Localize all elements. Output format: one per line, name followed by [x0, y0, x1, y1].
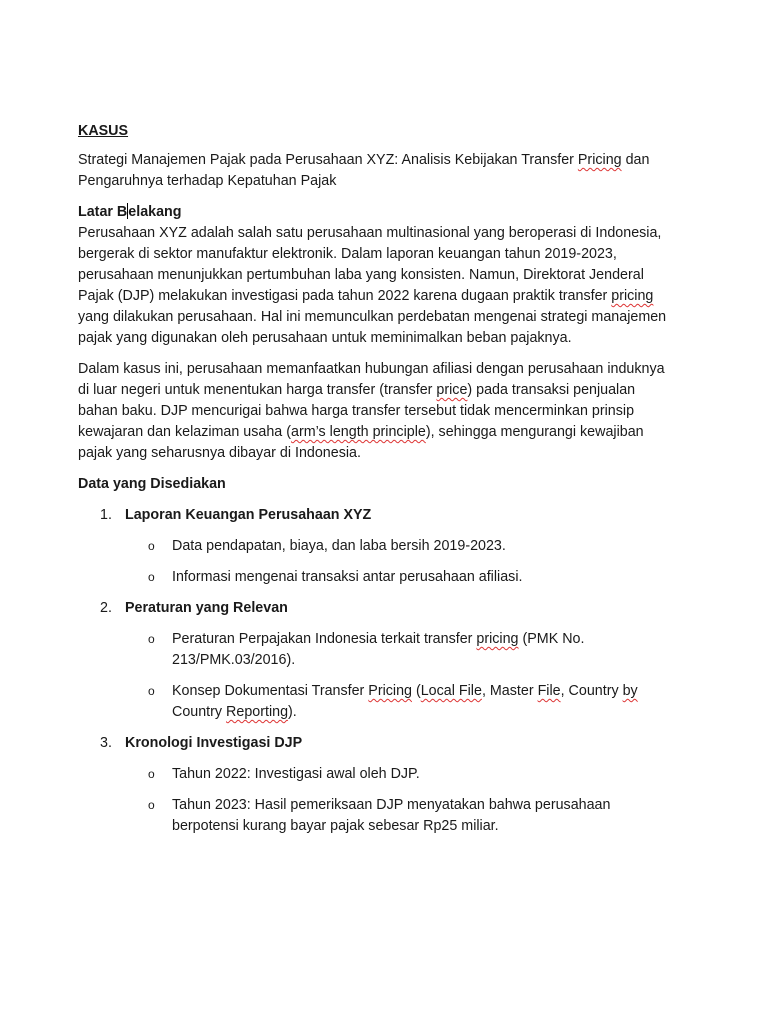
sub-list-item: [78, 536, 678, 557]
sub-item-text: Informasi mengenai transaksi antar perusahaan afiliasi.: [172, 569, 523, 585]
sub-item-text: Tahun 2022: Investigasi awal oleh DJP.: [172, 766, 420, 782]
sub-list-item: [78, 567, 678, 588]
section-title-text: elakang: [128, 204, 182, 220]
list-number: 3.: [100, 735, 112, 751]
spellcheck-word: by: [622, 683, 638, 699]
paragraph-background-2: [78, 359, 678, 464]
sub-list-item: [78, 764, 678, 785]
paragraph-text: ) pada transaksi penjualan bahan baku. DJP mencurigai bahwa harga transfer tersebut tidak mencerminkan prinsip kewajaran dan kelaziman usaha (: [78, 382, 636, 440]
sub-item-text-part: (PMK No. 213/PMK.03/2016).: [172, 631, 585, 668]
sub-item-text: Data pendapatan, biaya, dan laba bersih 2019-2023.: [172, 538, 506, 554]
document-title: [78, 150, 678, 192]
spellcheck-word: Reporting: [226, 704, 289, 720]
bullet-icon: o: [148, 539, 155, 553]
case-heading: KASUS: [78, 123, 129, 139]
list-item-2: [78, 598, 678, 619]
list-number: 1.: [100, 507, 112, 523]
sub-item-text-part: , Country: [560, 683, 623, 699]
sub-list-item: [78, 629, 678, 671]
bullet-icon: o: [148, 684, 155, 698]
title-text: Strategi Manajemen Pajak pada Perusahaan XYZ: Analisis Kebijakan Transfer: [78, 152, 578, 168]
sub-item-text: [172, 683, 638, 720]
sub-item-text-part: (: [412, 683, 421, 699]
list-number: 2.: [100, 600, 112, 616]
list-item-1: [78, 505, 678, 526]
sub-item-text-part: Peraturan Perpajakan Indonesia terkait transfer: [172, 631, 477, 647]
list-item-label: Peraturan yang Relevan: [125, 600, 288, 616]
spellcheck-word: pricing: [611, 288, 654, 304]
spellcheck-word: Pricing: [577, 152, 622, 168]
paragraph-text: Dalam kasus ini, perusahaan memanfaatkan hubungan afiliasi dengan perusahaan induknya di luar negeri untuk menentukan harga transfer (transfer: [78, 361, 665, 398]
spellcheck-word: File: [537, 683, 561, 699]
list-item-3: [78, 733, 678, 754]
bullet-icon: o: [148, 570, 155, 584]
sub-list-item: [78, 795, 678, 837]
spellcheck-word: arm’s length principle: [291, 424, 426, 440]
spellcheck-word: pricing: [476, 631, 519, 647]
sub-item-text-part: Konsep Dokumentasi Transfer: [172, 683, 369, 699]
paragraph-text: ), sehingga mengurangi kewajiban pajak yang seharusnya dibayar di Indonesia.: [78, 424, 644, 461]
paragraph-background-1: [78, 223, 678, 349]
section-title-text: Latar B: [78, 204, 128, 220]
paragraph-text: Perusahaan XYZ adalah salah satu perusahaan multinasional yang beroperasi di Indonesia, bergerak di sektor manufaktur elektronik. Dalam laporan keuangan tahun 2019-2023, perusahaan menunjukkan pertumbuhan laba yang konsisten. Namun, Direktorat Jenderal Pajak (DJP) melakukan investigasi pada tahun 2022 karena dugaan praktik transfer: [78, 225, 662, 304]
title-text: Pengaruhnya terhadap Kepatuhan Pajak: [78, 173, 337, 189]
spellcheck-word: price: [436, 382, 468, 398]
sub-item-text: Tahun 2023: Hasil pemeriksaan DJP menyatakan bahwa perusahaan berpotensi kurang bayar pajak sebesar Rp25 miliar.: [172, 797, 611, 834]
paragraph-text: yang dilakukan perusahaan. Hal ini memunculkan perdebatan mengenai strategi manajemen pajak yang digunakan oleh perusahaan untuk meminimalkan beban pajaknya.: [78, 309, 667, 346]
list-item-label: Laporan Keuangan Perusahaan XYZ: [125, 507, 372, 523]
sub-item-text: [172, 631, 584, 668]
sub-item-text-part: Country: [172, 704, 227, 720]
sub-item-text-part: , Master: [481, 683, 538, 699]
section-title-data: Data yang Disediakan: [78, 476, 226, 492]
sub-list-item: [78, 681, 678, 723]
bullet-icon: o: [148, 767, 155, 781]
section-title-latar-belakang: [78, 202, 678, 223]
sub-item-text-part: ).: [288, 704, 297, 720]
document-page: [78, 121, 678, 847]
title-text: dan: [621, 152, 650, 168]
spellcheck-word: Local File: [420, 683, 482, 699]
spellcheck-word: Pricing: [368, 683, 412, 699]
bullet-icon: o: [148, 632, 155, 646]
list-item-label: Kronologi Investigasi DJP: [125, 735, 303, 751]
bullet-icon: o: [148, 798, 155, 812]
